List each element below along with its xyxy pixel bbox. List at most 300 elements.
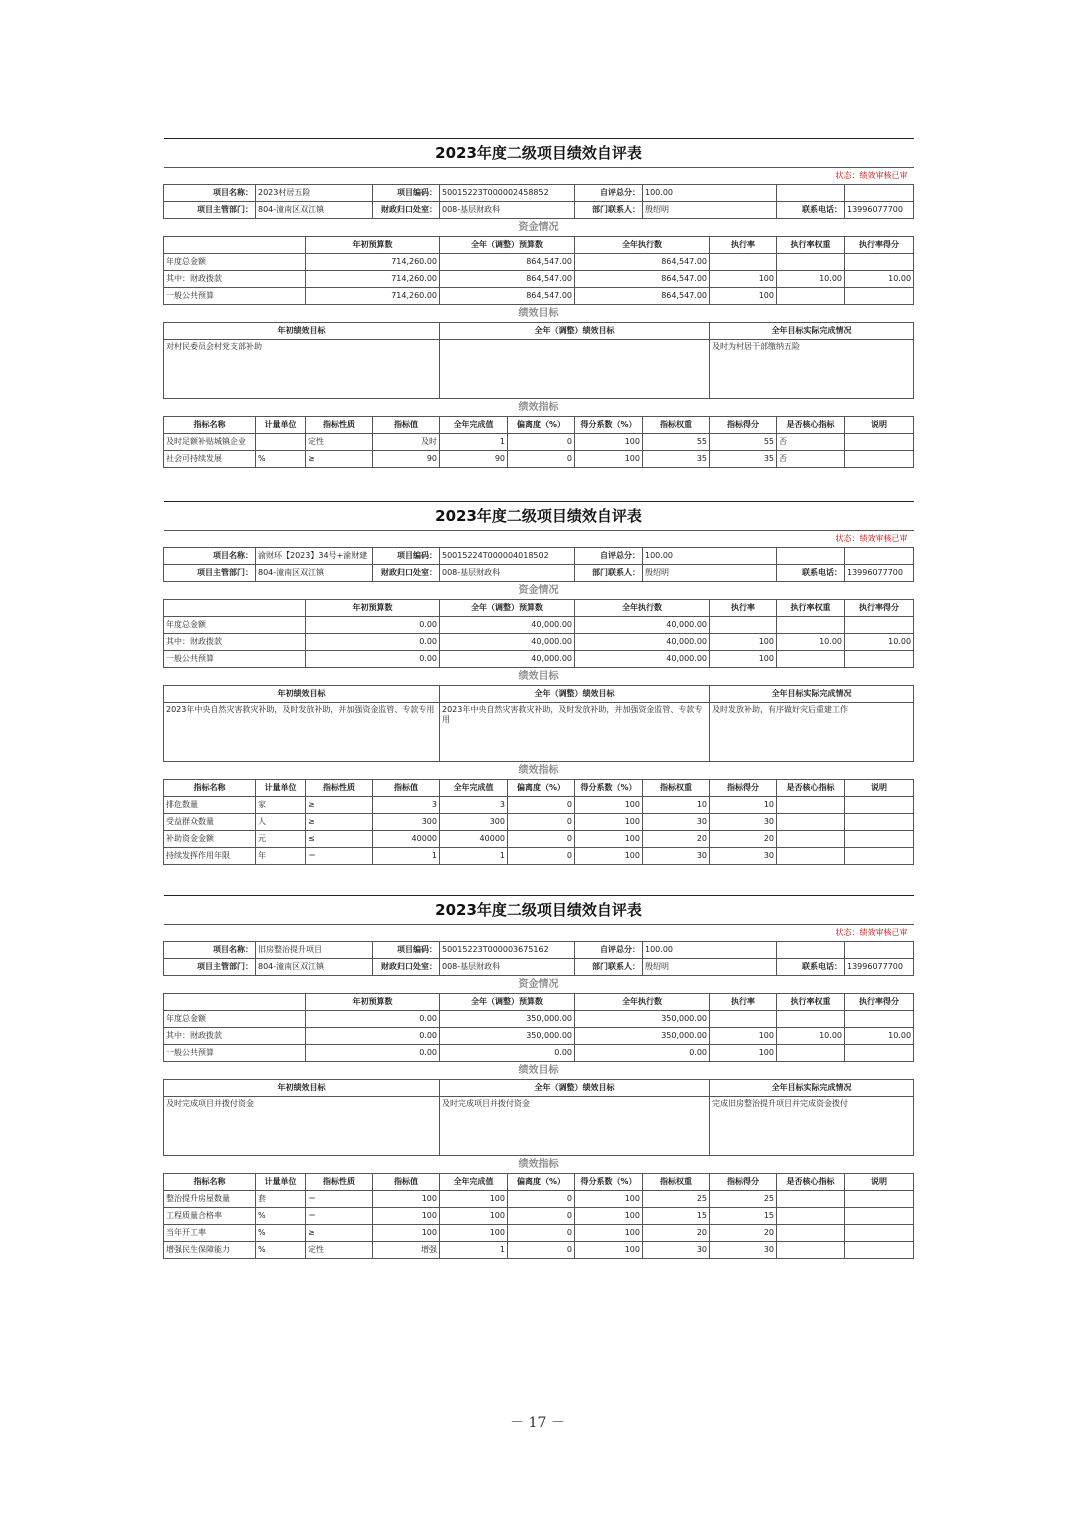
funds-row bbox=[164, 1028, 914, 1045]
funds-header: 执行率得分 bbox=[845, 994, 914, 1011]
total-score-value: 100.00 bbox=[643, 185, 777, 202]
funds-row-label: 一般公共预算 bbox=[164, 651, 306, 668]
funds-header: 全年（调整）预算数 bbox=[440, 994, 575, 1011]
indicator-cell: 0 bbox=[508, 1191, 575, 1208]
indicator-header: 指标得分 bbox=[710, 417, 777, 434]
project-code-label: 项目编码： bbox=[373, 548, 440, 565]
indicator-cell: 90 bbox=[373, 451, 440, 468]
evaluation-form bbox=[163, 138, 913, 468]
funds-value: 0.00 bbox=[306, 634, 440, 651]
goal-header: 全年目标实际完成情况 bbox=[710, 686, 914, 703]
funds-value: 10.00 bbox=[777, 634, 845, 651]
funds-value: 100 bbox=[710, 1045, 777, 1062]
goal-header: 全年（调整）绩效目标 bbox=[440, 686, 710, 703]
indicator-cell: 30 bbox=[710, 1242, 777, 1259]
indicator-header: 说明 bbox=[845, 780, 914, 797]
contact-value: 殷绍明 bbox=[643, 202, 777, 219]
section-funds: 资金情况 bbox=[164, 219, 914, 237]
indicator-cell: 增强民生保障能力 bbox=[164, 1242, 256, 1259]
indicator-cell: 0 bbox=[508, 1242, 575, 1259]
total-score-label: 自评总分： bbox=[575, 548, 643, 565]
section-goals: 绩效目标 bbox=[164, 668, 914, 686]
indicator-cell: 100 bbox=[575, 831, 643, 848]
indicator-cell: 当年开工率 bbox=[164, 1225, 256, 1242]
goal-text bbox=[440, 340, 710, 399]
dept-label: 项目主管部门： bbox=[164, 202, 256, 219]
indicator-row bbox=[164, 1191, 914, 1208]
page-number: － 17 － bbox=[510, 1415, 565, 1431]
funds-row bbox=[164, 271, 914, 288]
cell bbox=[777, 942, 845, 959]
status-label: 状态：绩效审核已审 bbox=[835, 928, 908, 937]
funds-row-label: 一般公共预算 bbox=[164, 1045, 306, 1062]
contact-value: 殷绍明 bbox=[643, 565, 777, 582]
funds-value: 714,260.00 bbox=[306, 254, 440, 271]
indicator-cell: 1 bbox=[440, 848, 508, 865]
indicator-cell: 年 bbox=[256, 848, 306, 865]
dept-value: 804-潼南区双江镇 bbox=[256, 959, 373, 976]
project-code-value: 50015224T000004018502 bbox=[440, 548, 575, 565]
indicator-cell bbox=[256, 434, 306, 451]
indicator-header: 得分系数（%） bbox=[575, 417, 643, 434]
phone-value: 13996077700 bbox=[845, 959, 914, 976]
project-code-label: 项目编码： bbox=[373, 185, 440, 202]
indicator-cell: 套 bbox=[256, 1191, 306, 1208]
project-name-label: 项目名称： bbox=[164, 185, 256, 202]
form-title: 2023年度二级项目绩效自评表 bbox=[164, 139, 914, 168]
funds-value bbox=[777, 254, 845, 271]
indicator-cell: 1 bbox=[373, 848, 440, 865]
indicator-header: 指标名称 bbox=[164, 1174, 256, 1191]
funds-header: 执行率 bbox=[710, 237, 777, 254]
indicator-cell: 0 bbox=[508, 797, 575, 814]
evaluation-form bbox=[163, 501, 913, 865]
indicator-header: 得分系数（%） bbox=[575, 780, 643, 797]
indicator-header: 指标权重 bbox=[643, 417, 710, 434]
funds-header: 全年执行数 bbox=[575, 237, 710, 254]
funds-value: 350,000.00 bbox=[575, 1011, 710, 1028]
project-code-value: 50015223T000003675162 bbox=[440, 942, 575, 959]
funds-value bbox=[710, 1011, 777, 1028]
indicator-cell: 100 bbox=[575, 434, 643, 451]
indicator-header: 全年完成值 bbox=[440, 417, 508, 434]
indicator-cell: 300 bbox=[373, 814, 440, 831]
funds-value: 40,000.00 bbox=[575, 617, 710, 634]
indicator-cell: 1 bbox=[440, 1242, 508, 1259]
dept-value: 804-潼南区双江镇 bbox=[256, 202, 373, 219]
phone-label: 联系电话： bbox=[777, 202, 845, 219]
funds-value: 350,000.00 bbox=[575, 1028, 710, 1045]
funds-header: 全年（调整）预算数 bbox=[440, 237, 575, 254]
indicator-cell: 受益群众数量 bbox=[164, 814, 256, 831]
contact-label: 部门联系人： bbox=[575, 565, 643, 582]
section-funds: 资金情况 bbox=[164, 582, 914, 600]
indicator-row bbox=[164, 1242, 914, 1259]
indicator-cell: 20 bbox=[643, 831, 710, 848]
goal-header: 全年（调整）绩效目标 bbox=[440, 1080, 710, 1097]
indicator-cell: 100 bbox=[440, 1191, 508, 1208]
indicator-cell: 100 bbox=[373, 1225, 440, 1242]
goal-header: 全年目标实际完成情况 bbox=[710, 1080, 914, 1097]
project-code-label: 项目编码： bbox=[373, 942, 440, 959]
funds-value: 10.00 bbox=[777, 271, 845, 288]
funds-row bbox=[164, 634, 914, 651]
finance-office-value: 008-基层财政科 bbox=[440, 202, 575, 219]
indicator-cell: 100 bbox=[575, 848, 643, 865]
funds-value bbox=[710, 254, 777, 271]
indicator-cell: 排危数量 bbox=[164, 797, 256, 814]
dept-label: 项目主管部门： bbox=[164, 959, 256, 976]
form-title: 2023年度二级项目绩效自评表 bbox=[164, 896, 914, 925]
total-score-value: 100.00 bbox=[643, 548, 777, 565]
indicator-cell bbox=[845, 1242, 914, 1259]
indicator-cell: 90 bbox=[440, 451, 508, 468]
finance-office-value: 008-基层财政科 bbox=[440, 565, 575, 582]
indicator-cell: 25 bbox=[643, 1191, 710, 1208]
funds-row bbox=[164, 254, 914, 271]
funds-value bbox=[777, 1045, 845, 1062]
indicator-cell: 35 bbox=[643, 451, 710, 468]
status-label: 状态：绩效审核已审 bbox=[835, 171, 908, 180]
indicator-cell bbox=[777, 831, 845, 848]
indicator-cell: 100 bbox=[575, 1225, 643, 1242]
indicator-cell: % bbox=[256, 451, 306, 468]
indicator-cell: 0 bbox=[508, 1225, 575, 1242]
funds-value: 864,547.00 bbox=[575, 271, 710, 288]
indicator-cell: 0 bbox=[508, 434, 575, 451]
funds-row bbox=[164, 1011, 914, 1028]
funds-header: 执行率 bbox=[710, 994, 777, 1011]
project-name-label: 项目名称： bbox=[164, 548, 256, 565]
indicator-header: 偏离度（%） bbox=[508, 1174, 575, 1191]
funds-value: 0.00 bbox=[306, 1045, 440, 1062]
indicator-cell bbox=[777, 797, 845, 814]
funds-header: 执行率 bbox=[710, 600, 777, 617]
funds-value: 10.00 bbox=[845, 634, 914, 651]
indicator-header: 指标权重 bbox=[643, 1174, 710, 1191]
indicator-cell bbox=[777, 1191, 845, 1208]
indicator-cell: 及时足额补贴城镇企业 bbox=[164, 434, 256, 451]
indicator-row bbox=[164, 831, 914, 848]
indicator-header: 指标性质 bbox=[306, 780, 373, 797]
funds-value: 0.00 bbox=[306, 651, 440, 668]
goal-header: 年初绩效目标 bbox=[164, 1080, 440, 1097]
indicator-cell: 及时 bbox=[373, 434, 440, 451]
project-name-value: 渝财环【2023】34号+渝财建 bbox=[256, 548, 373, 565]
funds-value: 0.00 bbox=[575, 1045, 710, 1062]
funds-value: 40,000.00 bbox=[440, 651, 575, 668]
project-code-value: 50015223T000002458852 bbox=[440, 185, 575, 202]
indicator-header: 指标性质 bbox=[306, 417, 373, 434]
indicator-cell: 10 bbox=[643, 797, 710, 814]
indicator-cell bbox=[845, 1191, 914, 1208]
evaluation-table bbox=[163, 895, 914, 1259]
goal-text: 对村民委员会村党支部补助 bbox=[164, 340, 440, 399]
funds-header: 年初预算数 bbox=[306, 994, 440, 1011]
goal-header: 全年（调整）绩效目标 bbox=[440, 323, 710, 340]
funds-value: 40,000.00 bbox=[575, 651, 710, 668]
contact-label: 部门联系人： bbox=[575, 959, 643, 976]
funds-header: 全年（调整）预算数 bbox=[440, 600, 575, 617]
evaluation-form bbox=[163, 895, 913, 1259]
indicator-cell: 工程质量合格率 bbox=[164, 1208, 256, 1225]
form-title: 2023年度二级项目绩效自评表 bbox=[164, 502, 914, 531]
funds-row bbox=[164, 651, 914, 668]
phone-value: 13996077700 bbox=[845, 565, 914, 582]
indicator-cell: ≥ bbox=[306, 814, 373, 831]
indicator-cell: 100 bbox=[575, 1208, 643, 1225]
funds-value: 864,547.00 bbox=[440, 288, 575, 305]
indicator-cell: 补助资金金额 bbox=[164, 831, 256, 848]
indicator-cell: 30 bbox=[710, 814, 777, 831]
indicator-row bbox=[164, 434, 914, 451]
indicator-cell: 增强 bbox=[373, 1242, 440, 1259]
indicator-row bbox=[164, 451, 914, 468]
funds-value: 0.00 bbox=[306, 1011, 440, 1028]
funds-header: 执行率得分 bbox=[845, 237, 914, 254]
indicator-cell: 55 bbox=[643, 434, 710, 451]
funds-value: 864,547.00 bbox=[575, 254, 710, 271]
goal-text: 及时发放补助，有序做好灾后重建工作 bbox=[710, 703, 914, 762]
goal-header: 年初绩效目标 bbox=[164, 686, 440, 703]
indicator-header: 指标得分 bbox=[710, 780, 777, 797]
indicator-cell: 100 bbox=[575, 451, 643, 468]
funds-value: 10.00 bbox=[845, 1028, 914, 1045]
indicator-cell: 30 bbox=[710, 848, 777, 865]
indicator-cell bbox=[845, 1208, 914, 1225]
funds-header: 年初预算数 bbox=[306, 600, 440, 617]
section-goals: 绩效目标 bbox=[164, 1062, 914, 1080]
cell bbox=[777, 548, 845, 565]
indicator-cell bbox=[845, 1225, 914, 1242]
funds-header: 执行率权重 bbox=[777, 994, 845, 1011]
funds-value: 10.00 bbox=[777, 1028, 845, 1045]
indicator-header: 指标值 bbox=[373, 1174, 440, 1191]
indicator-header: 计量单位 bbox=[256, 1174, 306, 1191]
total-score-label: 自评总分： bbox=[575, 185, 643, 202]
dept-value: 804-潼南区双江镇 bbox=[256, 565, 373, 582]
indicator-cell: 持续发挥作用年限 bbox=[164, 848, 256, 865]
indicator-cell: 25 bbox=[710, 1191, 777, 1208]
funds-value: 100 bbox=[710, 1028, 777, 1045]
indicator-cell bbox=[845, 451, 914, 468]
indicator-row bbox=[164, 1208, 914, 1225]
funds-value: 40,000.00 bbox=[440, 617, 575, 634]
funds-value: 0.00 bbox=[306, 617, 440, 634]
indicator-cell: 否 bbox=[777, 434, 845, 451]
indicator-header: 指标值 bbox=[373, 780, 440, 797]
funds-value bbox=[845, 288, 914, 305]
goal-header: 年初绩效目标 bbox=[164, 323, 440, 340]
indicator-header: 指标值 bbox=[373, 417, 440, 434]
funds-row-label: 其中：财政拨款 bbox=[164, 634, 306, 651]
section-goals: 绩效目标 bbox=[164, 305, 914, 323]
funds-value: 100 bbox=[710, 651, 777, 668]
funds-row bbox=[164, 288, 914, 305]
indicator-header: 是否核心指标 bbox=[777, 780, 845, 797]
indicator-cell bbox=[845, 797, 914, 814]
indicator-cell: 100 bbox=[575, 1191, 643, 1208]
indicator-cell: 3 bbox=[440, 797, 508, 814]
status-label: 状态：绩效审核已审 bbox=[835, 534, 908, 543]
indicator-cell bbox=[845, 434, 914, 451]
indicator-cell bbox=[845, 831, 914, 848]
finance-office-label: 财政归口处室： bbox=[373, 959, 440, 976]
indicator-cell: ＝ bbox=[306, 848, 373, 865]
indicator-cell: 30 bbox=[643, 1242, 710, 1259]
indicator-cell: 0 bbox=[508, 1208, 575, 1225]
indicator-cell: 0 bbox=[508, 814, 575, 831]
indicator-row bbox=[164, 797, 914, 814]
indicator-cell bbox=[777, 1242, 845, 1259]
indicator-header: 全年完成值 bbox=[440, 1174, 508, 1191]
funds-header: 执行率权重 bbox=[777, 237, 845, 254]
indicator-cell: 300 bbox=[440, 814, 508, 831]
funds-value bbox=[777, 1011, 845, 1028]
indicator-header: 全年完成值 bbox=[440, 780, 508, 797]
goal-header: 全年目标实际完成情况 bbox=[710, 323, 914, 340]
total-score-value: 100.00 bbox=[643, 942, 777, 959]
funds-value: 100 bbox=[710, 271, 777, 288]
indicator-row bbox=[164, 1225, 914, 1242]
indicator-header: 是否核心指标 bbox=[777, 1174, 845, 1191]
indicator-cell: 10 bbox=[710, 797, 777, 814]
funds-row bbox=[164, 617, 914, 634]
funds-value bbox=[777, 651, 845, 668]
goal-text: 及时完成项目并拨付资金 bbox=[440, 1097, 710, 1156]
indicator-cell: 整治提升房屋数量 bbox=[164, 1191, 256, 1208]
indicator-cell: % bbox=[256, 1208, 306, 1225]
indicator-header: 说明 bbox=[845, 417, 914, 434]
funds-header: 年初预算数 bbox=[306, 237, 440, 254]
indicator-cell: 100 bbox=[575, 1242, 643, 1259]
funds-row bbox=[164, 1045, 914, 1062]
funds-value: 864,547.00 bbox=[440, 271, 575, 288]
project-name-value: 旧房整治提升项目 bbox=[256, 942, 373, 959]
goal-text: 2023年中央自然灾害救灾补助，及时发放补助，并加强资金监管、专款专用 bbox=[440, 703, 710, 762]
cell bbox=[845, 942, 914, 959]
indicator-header: 说明 bbox=[845, 1174, 914, 1191]
indicator-header: 得分系数（%） bbox=[575, 1174, 643, 1191]
indicator-cell: 40000 bbox=[373, 831, 440, 848]
indicator-cell bbox=[845, 814, 914, 831]
funds-value: 864,547.00 bbox=[440, 254, 575, 271]
indicator-cell: 15 bbox=[643, 1208, 710, 1225]
indicator-cell bbox=[777, 848, 845, 865]
indicator-cell: ≤ bbox=[306, 831, 373, 848]
funds-value bbox=[845, 651, 914, 668]
indicator-cell: ≥ bbox=[306, 451, 373, 468]
indicator-header: 指标权重 bbox=[643, 780, 710, 797]
indicator-cell: 元 bbox=[256, 831, 306, 848]
evaluation-table bbox=[163, 501, 914, 865]
funds-value bbox=[845, 617, 914, 634]
indicator-cell: 3 bbox=[373, 797, 440, 814]
indicator-cell: % bbox=[256, 1242, 306, 1259]
indicator-cell bbox=[777, 1225, 845, 1242]
indicator-cell: 40000 bbox=[440, 831, 508, 848]
funds-value: 0.00 bbox=[306, 1028, 440, 1045]
finance-office-label: 财政归口处室： bbox=[373, 202, 440, 219]
section-indicators: 绩效指标 bbox=[164, 1156, 914, 1174]
indicator-cell: 家 bbox=[256, 797, 306, 814]
funds-value: 350,000.00 bbox=[440, 1011, 575, 1028]
indicator-cell: 定性 bbox=[306, 1242, 373, 1259]
indicator-cell: 100 bbox=[373, 1191, 440, 1208]
indicator-cell: 35 bbox=[710, 451, 777, 468]
indicator-cell: ≥ bbox=[306, 1225, 373, 1242]
goal-text: 及时为村居干部缴纳五险 bbox=[710, 340, 914, 399]
funds-value bbox=[845, 1045, 914, 1062]
funds-value: 0.00 bbox=[440, 1045, 575, 1062]
funds-header: 执行率权重 bbox=[777, 600, 845, 617]
section-indicators: 绩效指标 bbox=[164, 399, 914, 417]
indicator-cell bbox=[777, 1208, 845, 1225]
project-name-value: 2023村居五险 bbox=[256, 185, 373, 202]
contact-value: 殷绍明 bbox=[643, 959, 777, 976]
indicator-cell: 0 bbox=[508, 451, 575, 468]
indicator-header: 是否核心指标 bbox=[777, 417, 845, 434]
cell bbox=[164, 994, 306, 1011]
indicator-cell: 100 bbox=[373, 1208, 440, 1225]
indicator-cell: 100 bbox=[440, 1208, 508, 1225]
indicator-cell: 100 bbox=[440, 1225, 508, 1242]
funds-row-label: 其中：财政拨款 bbox=[164, 271, 306, 288]
funds-value bbox=[845, 1011, 914, 1028]
cell bbox=[845, 548, 914, 565]
indicator-cell: 20 bbox=[710, 1225, 777, 1242]
indicator-cell: ≥ bbox=[306, 797, 373, 814]
indicator-cell: ＝ bbox=[306, 1191, 373, 1208]
funds-value bbox=[710, 617, 777, 634]
indicator-cell: 社会可持续发展 bbox=[164, 451, 256, 468]
funds-value: 10.00 bbox=[845, 271, 914, 288]
funds-header: 全年执行数 bbox=[575, 600, 710, 617]
indicator-cell: 0 bbox=[508, 831, 575, 848]
dept-label: 项目主管部门： bbox=[164, 565, 256, 582]
goal-text: 完成旧房整治提升项目并完成资金拨付 bbox=[710, 1097, 914, 1156]
funds-row-label: 年度总金额 bbox=[164, 617, 306, 634]
indicator-cell: 0 bbox=[508, 848, 575, 865]
indicator-cell: 人 bbox=[256, 814, 306, 831]
indicator-header: 计量单位 bbox=[256, 780, 306, 797]
indicator-header: 偏离度（%） bbox=[508, 417, 575, 434]
funds-header: 全年执行数 bbox=[575, 994, 710, 1011]
funds-row-label: 其中：财政拨款 bbox=[164, 1028, 306, 1045]
indicator-cell: 15 bbox=[710, 1208, 777, 1225]
indicator-cell: % bbox=[256, 1225, 306, 1242]
total-score-label: 自评总分： bbox=[575, 942, 643, 959]
funds-value: 350,000.00 bbox=[440, 1028, 575, 1045]
cell bbox=[777, 185, 845, 202]
indicator-row bbox=[164, 814, 914, 831]
funds-row-label: 一般公共预算 bbox=[164, 288, 306, 305]
funds-value: 40,000.00 bbox=[575, 634, 710, 651]
indicator-cell: 否 bbox=[777, 451, 845, 468]
indicator-header: 偏离度（%） bbox=[508, 780, 575, 797]
section-funds: 资金情况 bbox=[164, 976, 914, 994]
goal-text: 2023年中央自然灾害救灾补助，及时发放补助，并加强资金监管、专款专用 bbox=[164, 703, 440, 762]
cell bbox=[845, 185, 914, 202]
indicator-cell: 30 bbox=[643, 848, 710, 865]
funds-row-label: 年度总金额 bbox=[164, 254, 306, 271]
evaluation-table bbox=[163, 138, 914, 468]
indicator-header: 计量单位 bbox=[256, 417, 306, 434]
funds-row-label: 年度总金额 bbox=[164, 1011, 306, 1028]
funds-header: 执行率得分 bbox=[845, 600, 914, 617]
funds-value bbox=[777, 617, 845, 634]
indicator-cell: ＝ bbox=[306, 1208, 373, 1225]
